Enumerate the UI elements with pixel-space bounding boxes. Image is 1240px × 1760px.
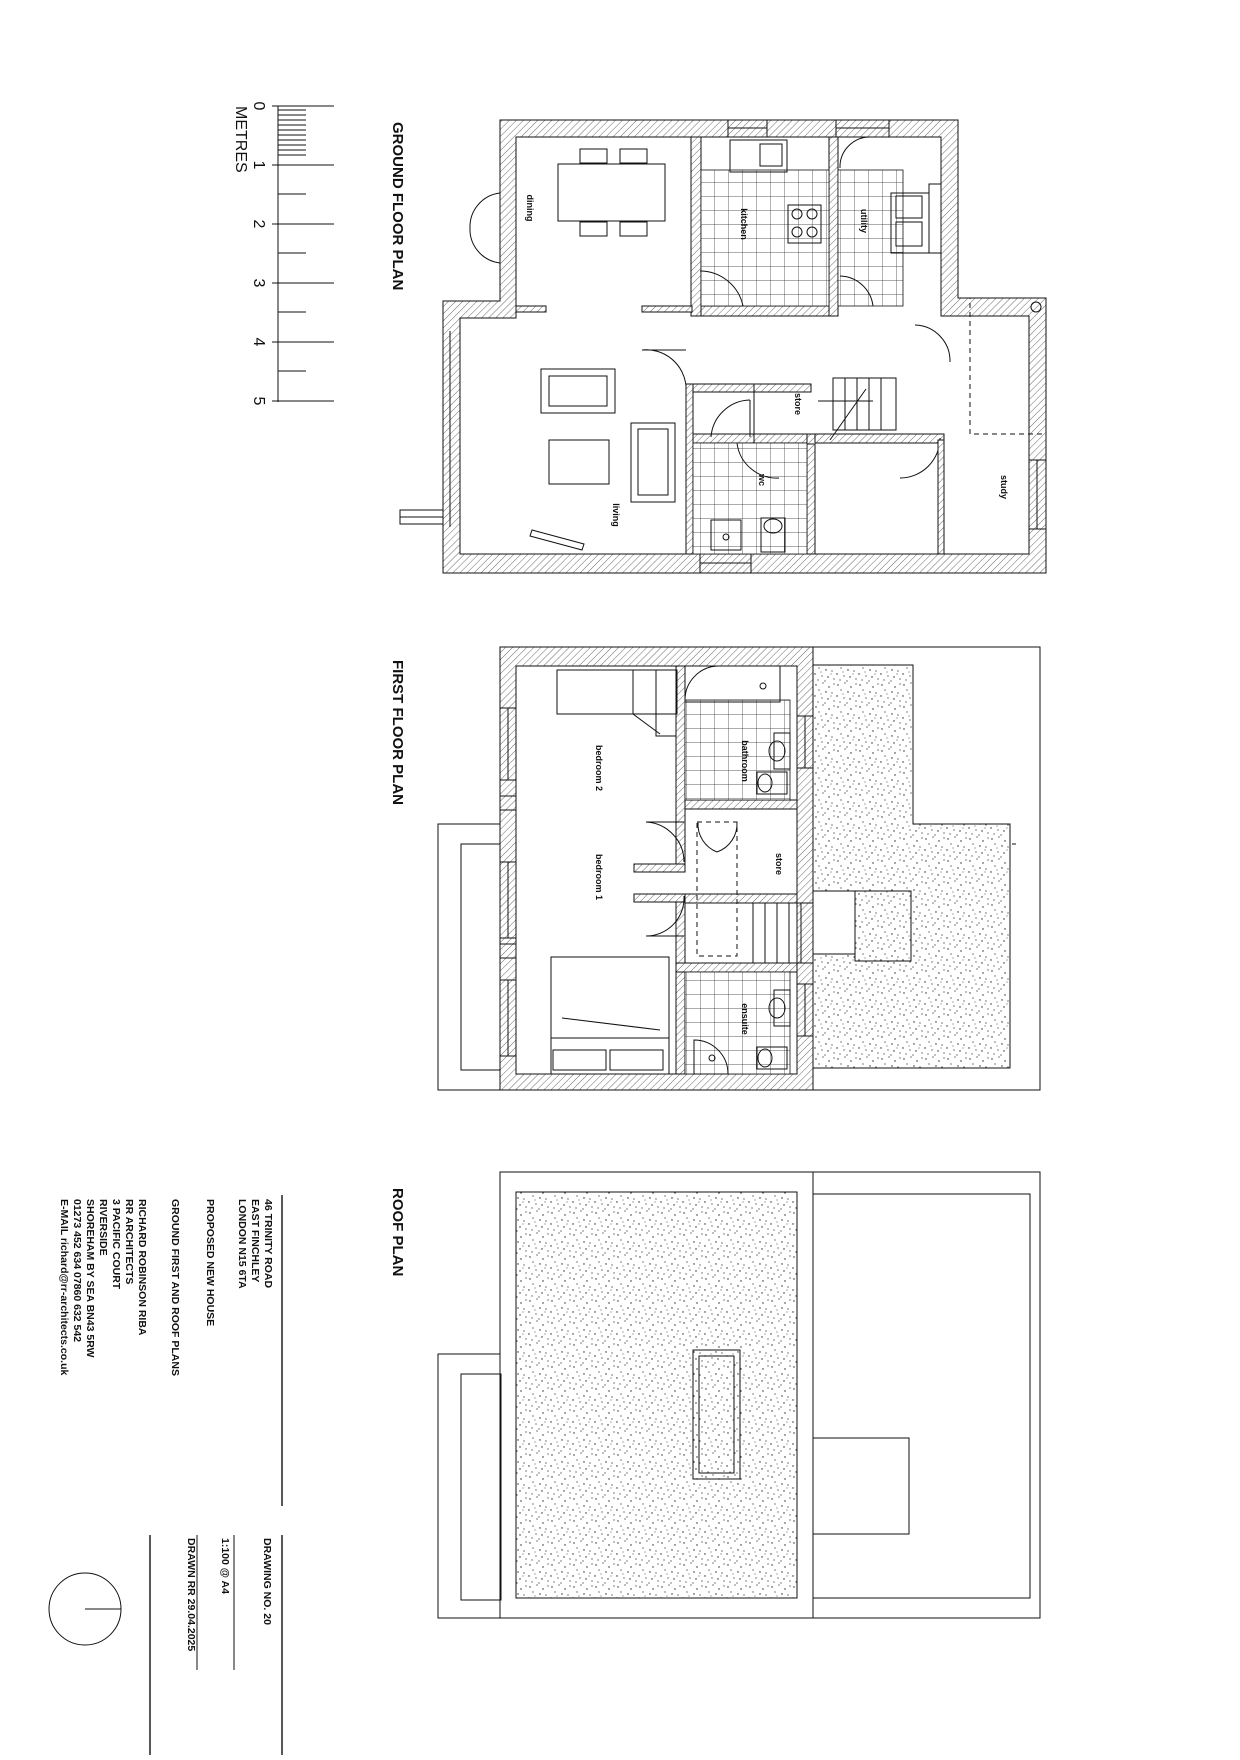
room-label-dining: dining (525, 194, 535, 222)
address-line-3: LONDON N15 6TA (236, 1199, 248, 1289)
room-label-store-ground: store (793, 392, 803, 416)
room-label-bedroom-1: bedroom 1 (594, 853, 604, 901)
room-label-wc: wc (757, 473, 767, 487)
room-label-utility: utility (859, 209, 869, 233)
ground-floor-plan-title: GROUND FLOOR PLAN (389, 122, 406, 291)
scale-tick-1: 1 (250, 160, 267, 170)
room-label-bathroom: bathroom (740, 740, 750, 782)
drawing-title: GROUND FIRST AND ROOF PLANS (169, 1199, 181, 1376)
architect-line-4: RIVERSIDE (97, 1199, 109, 1256)
drawing-scale: 1:100 @ A4 (219, 1538, 231, 1594)
architect-line-3: 3 PACIFIC COURT (110, 1199, 122, 1290)
roof-plan-title: ROOF PLAN (389, 1188, 406, 1277)
room-label-store-first: store (774, 852, 784, 876)
architect-line-1: RICHARD ROBINSON RIBA (136, 1199, 148, 1336)
scale-unit: METRES (232, 106, 249, 173)
architect-line-5: SHOREHAM BY SEA BN43 5RW (84, 1199, 96, 1358)
first-floor-plan (438, 647, 1040, 1090)
roof-plan (438, 1172, 1040, 1618)
scale-tick-4: 4 (250, 337, 267, 347)
scale-tick-0: 0 (250, 101, 267, 111)
address-line-1: 46 TRINITY ROAD (262, 1199, 274, 1289)
architect-email: E-MAIL richard@rr-architects.co.uk (58, 1199, 70, 1376)
project-name: PROPOSED NEW HOUSE (204, 1199, 216, 1327)
room-label-kitchen: kitchen (739, 208, 749, 240)
scale-tick-5: 5 (250, 396, 267, 406)
room-label-ensuite: ensuite (740, 1003, 750, 1035)
scale-tick-3: 3 (250, 278, 267, 288)
architect-line-6: 01273 452 634 07860 632 542 (71, 1199, 83, 1343)
ground-floor-plan (400, 120, 1046, 573)
first-floor-plan-title: FIRST FLOOR PLAN (389, 660, 406, 805)
drawing-number: DRAWING NO. 20 (261, 1538, 273, 1625)
architect-line-2: RR ARCHITECTS (123, 1199, 135, 1285)
scale-tick-2: 2 (250, 219, 267, 229)
title-block (49, 1195, 282, 1755)
room-label-bedroom-2: bedroom 2 (594, 744, 604, 792)
room-label-study: study (999, 474, 1009, 500)
drawn-by-date: DRAWN RR 29.04.2025 (185, 1538, 197, 1652)
scale-bar (232, 102, 334, 406)
address-line-2: EAST FINCHLEY (249, 1199, 261, 1283)
room-label-living: living (611, 503, 621, 527)
